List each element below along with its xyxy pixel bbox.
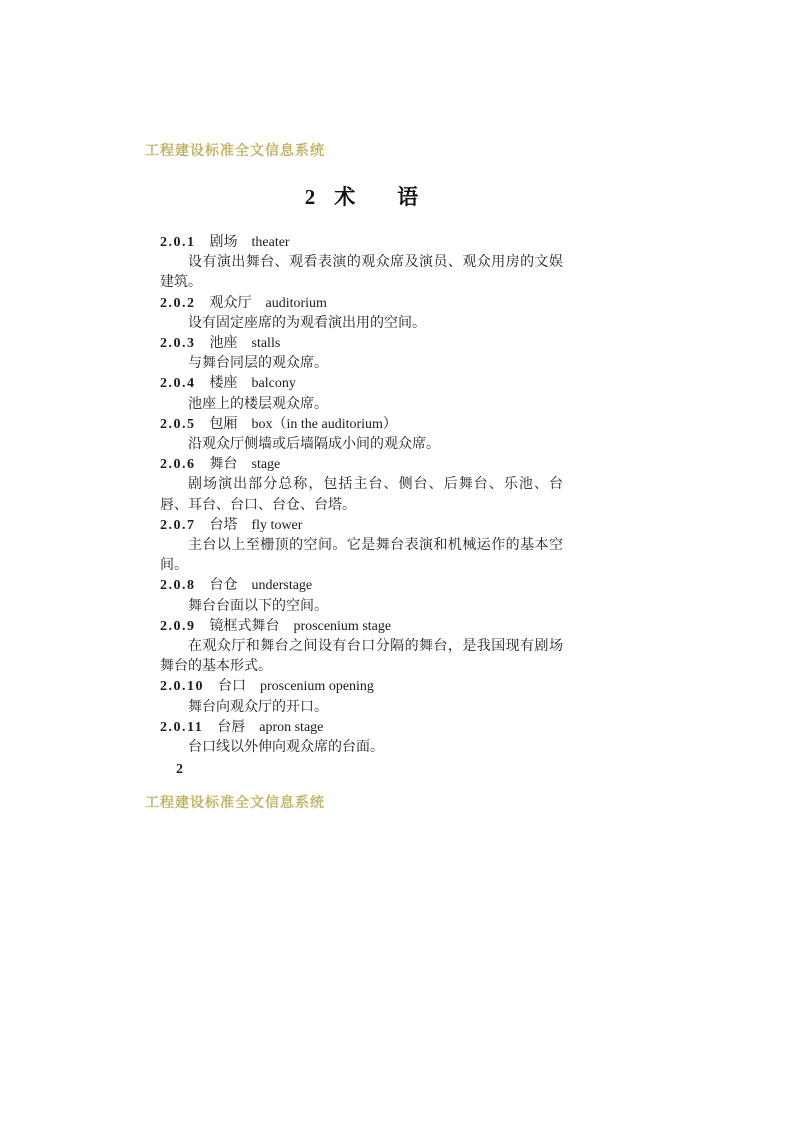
term-english: theater: [251, 235, 290, 250]
term-definition: 沿观众厅侧墙或后墙隔成小间的观众席。: [188, 437, 440, 453]
term-definition: 台口线以外伸向观众席的台面。: [188, 740, 384, 756]
term-english: apron stage: [259, 719, 324, 735]
chapter-number: 2: [304, 185, 316, 209]
term-entry: [160, 677, 563, 717]
term-chinese: 包厢: [209, 416, 238, 432]
term-entry: [160, 233, 563, 294]
term-heading: [160, 718, 563, 738]
term-chinese: 镜框式舞台: [209, 618, 280, 634]
term-entry: [160, 718, 563, 758]
term-entry: [160, 374, 563, 414]
term-english: auditorium: [265, 295, 327, 311]
term-definition: 舞台台面以下的空间。: [188, 598, 328, 614]
term-chinese: 台口: [218, 679, 246, 695]
term-heading: [160, 617, 563, 637]
term-english: understage: [251, 578, 313, 594]
term-chinese: 观众厅: [209, 295, 252, 311]
term-entry: [160, 516, 563, 577]
term-number: 2.0.7: [160, 517, 196, 533]
term-english: fly tower: [251, 517, 303, 533]
term-english: stage: [251, 457, 281, 473]
term-chinese: 楼座: [209, 376, 238, 392]
term-entry: [160, 576, 563, 616]
term-number: 2.0.9: [160, 618, 196, 634]
term-entry: [160, 334, 563, 374]
term-heading: [160, 516, 563, 536]
term-number: 2.0.6: [160, 457, 196, 473]
term-chinese: 剧场: [209, 235, 238, 250]
term-number: 2.0.2: [160, 295, 196, 311]
header-watermark: 工程建设标准全文信息系统: [145, 144, 325, 159]
term-heading: [160, 374, 563, 394]
term-definition: 主台以上至栅顶的空间。它是舞台表演和机械运作的基本空间。: [160, 538, 563, 574]
term-chinese: 台仓: [209, 578, 238, 594]
term-heading: [160, 415, 563, 435]
term-definition: 在观众厅和舞台之间设有台口分隔的舞台，是我国现有剧场舞台的基本形式。: [160, 639, 563, 675]
term-heading: [160, 334, 563, 354]
chapter-title: [160, 181, 563, 211]
term-chinese: 池座: [209, 336, 238, 352]
term-entry: [160, 455, 563, 516]
term-number: 2.0.10: [160, 679, 204, 695]
term-number: 2.0.8: [160, 578, 196, 594]
term-english: stalls: [251, 336, 281, 352]
term-english: balcony: [251, 376, 296, 392]
term-definition: 设有演出舞台、观看表演的观众席及演员、观众用房的文娱建筑。: [160, 255, 563, 291]
chapter-title-text: 术 语: [334, 185, 419, 209]
term-definition: 设有固定座席的为观看演出用的空间。: [188, 315, 426, 331]
term-chinese: 舞台: [209, 457, 238, 473]
term-definition: 剧场演出部分总称，包括主台、侧台、后舞台、乐池、台唇、耳台、台口、台仓、台塔。: [160, 477, 563, 513]
term-english: proscenium stage: [293, 618, 392, 634]
term-definition: 池座上的楼层观众席。: [188, 396, 328, 412]
term-heading: [160, 294, 563, 314]
term-chinese: 台唇: [217, 719, 246, 735]
term-entry: [160, 415, 563, 455]
term-definition: 与舞台同层的观众席。: [188, 356, 328, 372]
term-english: proscenium opening: [260, 679, 374, 695]
term-number: 2.0.4: [160, 376, 196, 392]
term-number: 2.0.3: [160, 336, 196, 352]
term-entry: [160, 294, 563, 334]
term-english: box（in the auditorium）: [251, 416, 397, 432]
terms-list: [160, 233, 563, 758]
term-heading: [160, 455, 563, 475]
term-number: 2.0.5: [160, 416, 196, 432]
term-definition: 舞台向观众厅的开口。: [188, 699, 328, 715]
footer-watermark: 工程建设标准全文信息系统: [145, 796, 325, 811]
term-number: 2.0.11: [160, 719, 204, 735]
term-heading: [160, 677, 563, 697]
term-heading: [160, 576, 563, 596]
term-chinese: 台塔: [209, 517, 238, 533]
term-entry: [160, 617, 563, 678]
page-number: 2: [176, 762, 183, 777]
term-number: 2.0.1: [160, 235, 196, 250]
term-heading: [160, 233, 563, 253]
